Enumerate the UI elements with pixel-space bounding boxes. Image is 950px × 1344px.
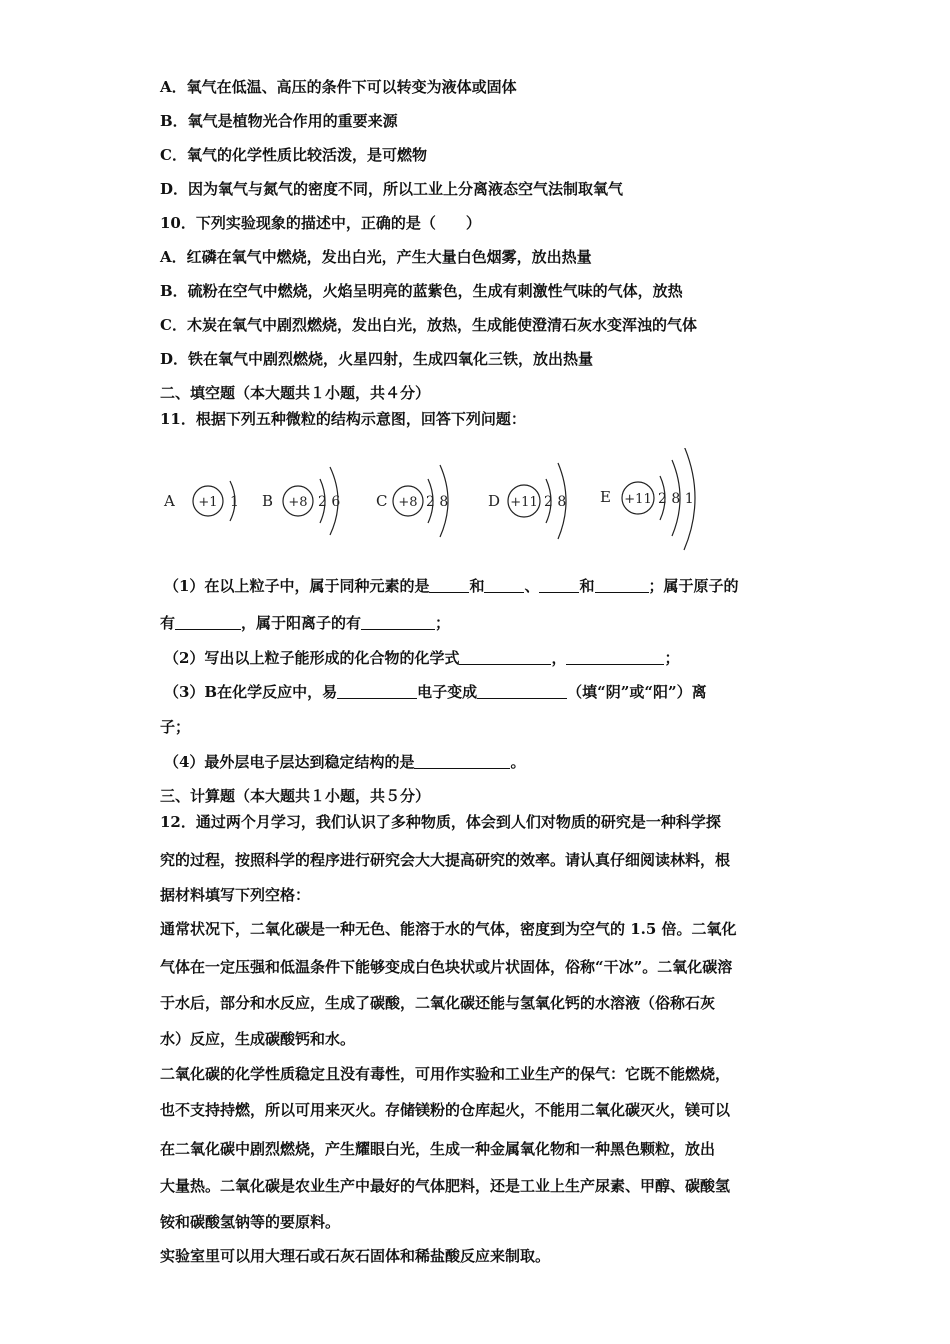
blank-formula-1[interactable] [459, 649, 551, 665]
q9-option-c: C．氧气的化学性质比较活泼，是可燃物 [160, 146, 427, 164]
particle-label-d: D [488, 492, 501, 510]
blank-cations[interactable] [361, 614, 435, 630]
q12-line-8: 二氧化碳的化学性质稳定且没有毒性，可用作实验和工业生产的保气：它既不能燃烧， [160, 1065, 731, 1083]
q11-part1-line2 [160, 613, 450, 633]
q11-p3-text-b: 电子变成 [417, 683, 478, 701]
blank-formula-2[interactable] [566, 649, 664, 665]
electrons-b: 2 6 [318, 494, 341, 510]
blank-same-element-3[interactable] [539, 577, 579, 593]
nucleus-charge-a: +1 [198, 495, 218, 510]
q12-line-9: 也不支持持燃，所以可用来灭火。存储镁粉的仓库起火，不能用二氧化碳灭火，镁可以 [160, 1101, 731, 1119]
q11-p1-text-e: ；属于原子的 [648, 577, 739, 595]
q9-option-d: D．因为氧气与氮气的密度不同，所以工业上分离液态空气法制取氧气 [160, 180, 624, 198]
section3-heading: 三、计算题（本大题共１小题，共５分） [160, 787, 431, 805]
q11-p1-text-f: 有 [160, 614, 176, 632]
q12-line-3: 据材料填写下列空格： [160, 886, 311, 904]
electrons-a: 1 [230, 494, 239, 510]
q10-option-a: A．红磷在氧气中燃烧，发出白光，产生大量白色烟雾，放出热量 [160, 248, 592, 266]
q11-p3-text-a: （3）B在化学反应中，易 [164, 683, 338, 701]
q12-line-13: 实验室里可以用大理石或石灰石固体和稀盐酸反应来制取。 [160, 1247, 551, 1265]
q11-p2-text-b: ， [551, 649, 567, 667]
q11-part3-line1 [164, 682, 707, 702]
q9-option-b: B．氧气是植物光合作用的重要来源 [160, 112, 398, 130]
particle-label-e: E [600, 488, 611, 506]
q9-option-a: A．氧气在低温、高压的条件下可以转变为液体或固体 [160, 78, 517, 96]
q11-p1-text-b: 和 [469, 577, 485, 595]
q11-part4 [164, 752, 525, 772]
q11-p2-text-c: ； [664, 649, 680, 667]
blank-stable-structure[interactable] [414, 753, 510, 769]
q11-part2 [164, 648, 679, 668]
nucleus-charge-d: +11 [510, 495, 538, 510]
q10-option-d: D．铁在氧气中剧烈燃烧，火星四射，生成四氧化三铁，放出热量 [160, 350, 594, 368]
blank-same-element-2[interactable] [484, 577, 524, 593]
electrons-c: 2 8 [426, 494, 449, 510]
atomic-structure-diagram [150, 448, 720, 558]
q10-stem: 10．下列实验现象的描述中，正确的是（ ） [160, 214, 481, 232]
q11-part3-line2: 子； [160, 718, 191, 736]
q12-line-7: 水）反应，生成碳酸钙和水。 [160, 1030, 356, 1048]
q11-p1-text-a: （1）在以上粒子中，属于同种元素的是 [164, 577, 430, 595]
particle-label-b: B [262, 492, 274, 510]
blank-atoms[interactable] [175, 614, 241, 630]
electrons-d: 2 8 [544, 494, 567, 510]
q12-line-6: 于水后，部分和水反应，生成了碳酸，二氧化碳还能与氢氧化钙的水溶液（俗称石灰 [160, 994, 716, 1012]
q11-p1-text-h: ； [435, 614, 451, 632]
blank-gain-lose[interactable] [337, 683, 417, 699]
q12-line-10: 在二氧化碳中剧烈燃烧，产生耀眼白光，生成一种金属氧化物和一种黑色颗粒，放出 [160, 1140, 716, 1158]
blank-same-element-1[interactable] [429, 577, 469, 593]
q12-line-5: 气体在一定压强和低温条件下能够变成白色块状或片状固体，俗称“干冰”。二氧化碳溶 [160, 958, 733, 976]
nucleus-charge-e: +11 [624, 492, 652, 507]
q12-line-2: 究的过程，按照科学的程序进行研究会大大提高研究的效率。请认真仔细阅读林料，根 [160, 851, 731, 869]
q11-p3-text-c: （填“阴”或“阳”）离 [567, 683, 707, 701]
q12-line-11: 大量热。二氧化碳是农业生产中最好的气体肥料，还是工业上生产尿素、甲醇、碳酸氢 [160, 1177, 731, 1195]
q11-p2-text-a: （2）写出以上粒子能形成的化合物的化学式 [164, 649, 460, 667]
q12-line-1: 12．通过两个月学习，我们认识了多种物质，体会到人们对物质的研究是一种科学探 [160, 813, 721, 831]
q11-stem: 11．根据下列五种微粒的结构示意图，回答下列问题： [160, 410, 526, 428]
q11-p1-text-d: 和 [579, 577, 595, 595]
q11-p4-text-b: 。 [510, 753, 526, 771]
nucleus-charge-b: +8 [288, 495, 308, 510]
q11-p1-text-g: ，属于阳离子的有 [241, 614, 362, 632]
q11-part1-line1 [164, 576, 739, 596]
q11-p4-text-a: （4）最外层电子层达到稳定结构的是 [164, 753, 415, 771]
nucleus-charge-c: +8 [398, 495, 418, 510]
q12-line-4: 通常状况下，二氧化碳是一种无色、能溶于水的气体，密度到为空气的 1.5 倍。二氧化 [160, 920, 737, 938]
q10-option-b: B．硫粉在空气中燃烧，火焰呈明亮的蓝紫色，生成有刺激性气味的气体，放热 [160, 282, 683, 300]
particle-label-a: A [164, 492, 175, 510]
particle-label-c: C [376, 492, 388, 510]
blank-ion-type[interactable] [477, 683, 567, 699]
q10-option-c: C．木炭在氧气中剧烈燃烧，发出白光，放热，生成能使澄清石灰水变浑浊的气体 [160, 316, 697, 334]
blank-same-element-4[interactable] [595, 577, 649, 593]
electrons-e: 2 8 1 [658, 491, 694, 507]
q12-line-12: 铵和碳酸氢钠等的要原料。 [160, 1213, 341, 1231]
q11-p1-text-c: 、 [524, 577, 540, 595]
section2-heading: 二、填空题（本大题共１小题，共４分） [160, 384, 431, 402]
